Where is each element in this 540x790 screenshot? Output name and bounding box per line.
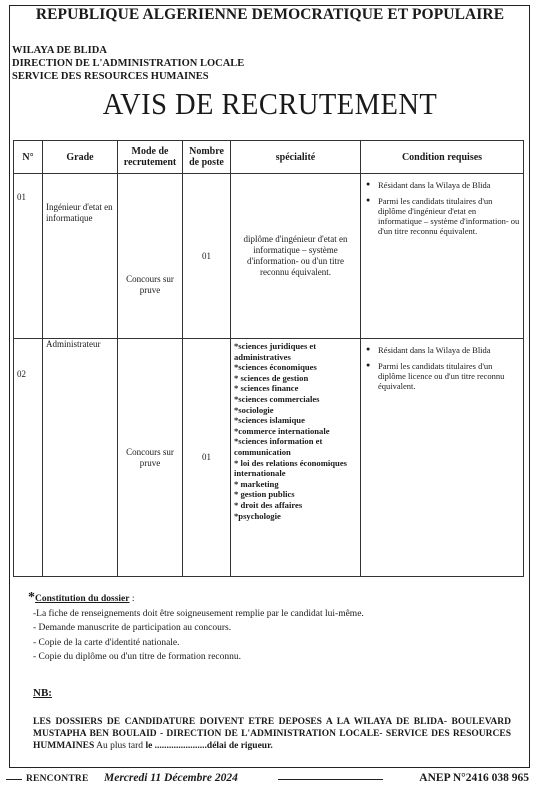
direction-line: DIRECTION DE L'ADMINISTRATION LOCALE (12, 58, 245, 69)
publication-date: Mercredi 11 Décembre 2024 (104, 772, 238, 784)
asterisk-mark: * (28, 590, 35, 605)
row-grade: Ingénieur d'etat en informatique (43, 174, 118, 339)
header-nombre: Nombre de poste (183, 141, 231, 174)
footer-rule-right (278, 779, 383, 780)
row-num: 02 (14, 339, 43, 577)
specialite-item: * loi des relations économiques internationale (234, 457, 347, 479)
recruitment-table (13, 140, 524, 577)
specialite-item: *sociologie (234, 404, 274, 415)
dossier-item: -La fiche de renseignements doit être soigneusement remplie par le candidat lui-même. (33, 608, 364, 619)
specialite-item: *sciences juridiques et administratives (234, 341, 317, 362)
submission-deadline: le ......................délai de rigueur. (145, 741, 273, 751)
row-specialite: diplôme d'ingénieur d'etat en informatique – système d'information- ou d'un titre reconnu équivalent. (231, 174, 361, 339)
nb-label: NB: (33, 687, 52, 699)
row-nombre: 01 (183, 339, 231, 577)
footer (0, 772, 540, 788)
footer-rule-left (6, 779, 22, 780)
header-condition: Condition requises (361, 141, 524, 174)
specialite-item: *sciences islamique (234, 415, 305, 426)
condition-item: ● Parmi les candidats titulaires d'un diplôme licence ou d'un titre reconnu équivalent. (378, 361, 520, 391)
header-specialite: spécialité (231, 141, 361, 174)
row-mode: Concours sur pruve (118, 174, 183, 339)
dossier-colon: : (129, 594, 135, 604)
dossier-title: Constitution du dossier (35, 594, 130, 604)
row-nombre: 01 (183, 174, 231, 339)
header-num: N° (14, 141, 43, 174)
condition-item: ● Résidant dans la Wilaya de Blida (378, 345, 520, 355)
row-mode: Concours sur pruve (118, 339, 183, 577)
specialite-item: * droit des affaires (234, 499, 303, 510)
specialite-item: *psychologie (234, 510, 281, 521)
submission-deadline-prefix: Au plus tard (94, 741, 146, 751)
row-conditions (361, 174, 524, 339)
republic-heading: REPUBLIQUE ALGERIENNE DEMOCRATIQUE ET POPULAIRE (35, 6, 505, 23)
dossier-item: - Demande manuscrite de participation au concours. (33, 623, 232, 634)
service-line: SERVICE DES RESOURCES HUMAINES (12, 71, 209, 82)
row-specialites (231, 339, 361, 577)
table-row (14, 174, 524, 339)
dossier-item: - Copie du diplôme ou d'un titre de formation reconnu. (33, 652, 242, 663)
table-row (14, 339, 524, 577)
table-header-row (14, 141, 524, 174)
newspaper-logo: RENCONTRE (26, 774, 89, 784)
row-num: 01 (14, 174, 43, 339)
wilaya-line: WILAYA DE BLIDA (12, 45, 107, 56)
anep-number: ANEP N°2416 038 965 (419, 772, 529, 784)
specialite-item: *sciences économiques (234, 362, 317, 373)
specialite-item: * gestion publics (234, 489, 295, 500)
notice-title: AVIS DE RECRUTEMENT (102, 86, 438, 121)
specialite-item: *commerce internationale (234, 425, 330, 436)
condition-item: ● Parmi les candidats titulaires d'un diplôme d'ingénieur d'etat en informatique – système d'information- ou d'un titre reconnu équivalent. (378, 196, 520, 236)
specialite-item: * sciences de gestion (234, 372, 309, 383)
submission-text: LES DOSSIERS DE CANDIDATURE DOIVENT ETRE DEPOSES A LA WILAYA DE BLIDA- BOULEVARD MUSTAPHA BEN BOULAID - DIRECTION DE L'ADMINISTRATION LOCALE- SERVICE DES RESOURCES HUMMAINES (33, 717, 511, 751)
submission-note (33, 716, 511, 752)
header-grade: Grade (43, 141, 118, 174)
specialite-item: * sciences finance (234, 383, 299, 394)
specialite-item: *sciences information et communication (234, 436, 323, 457)
row-grade: Administrateur (43, 339, 118, 577)
dossier-item: - Copie de la carte d'identité nationale. (33, 637, 180, 648)
condition-item: ● Résidant dans la Wilaya de Blida (378, 180, 520, 190)
dossier-section (28, 590, 503, 665)
row-conditions (361, 339, 524, 577)
header-mode: Mode de recrutement (118, 141, 183, 174)
specialite-item: *sciences commerciales (234, 393, 320, 404)
specialite-item: * marketing (234, 478, 279, 489)
